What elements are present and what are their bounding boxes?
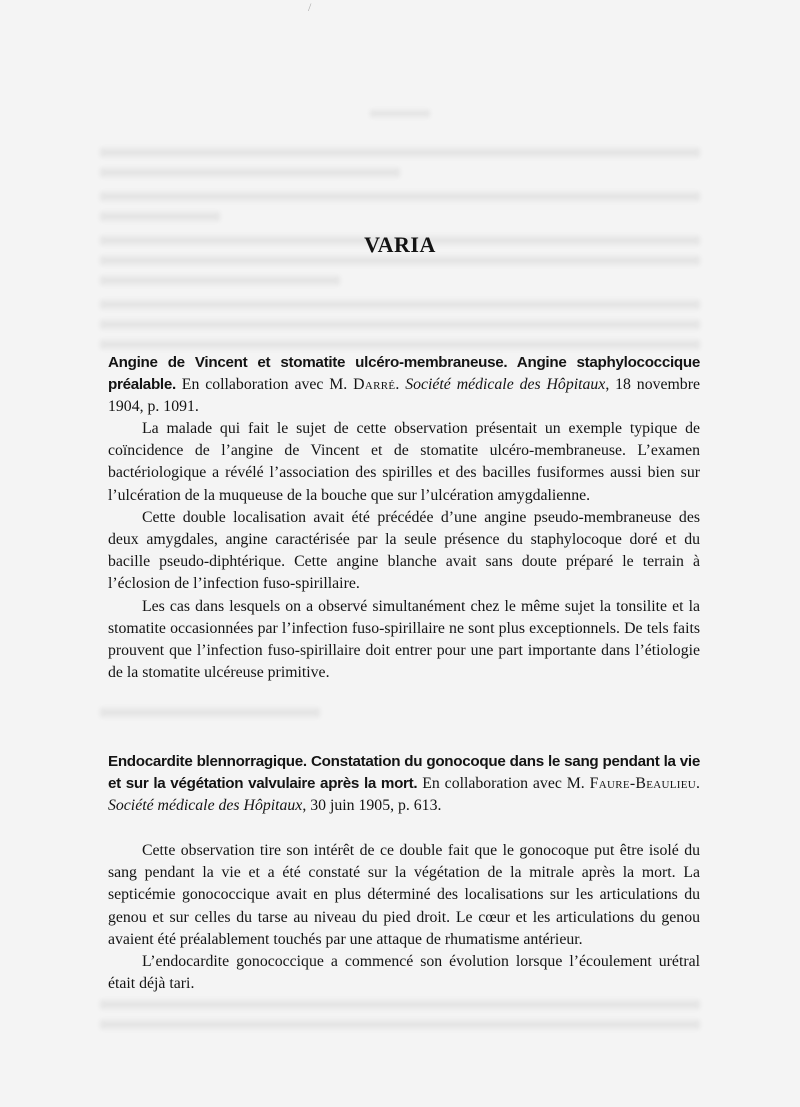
citation-details: , 30 juin 1905, p. 613. (302, 797, 442, 814)
paragraph: L’endocardite gonococcique a commencé son évolution lorsque l’écoulement urétral était déjà tari. (108, 953, 700, 993)
bibliography-entry-1 (108, 352, 700, 418)
bleed-through-line (100, 708, 320, 717)
bleed-through-line (100, 212, 220, 221)
bleed-through-line (100, 148, 700, 157)
bleed-through-line (100, 320, 700, 329)
entry-header: Endocardite blennorragique. Constatation du gonocoque dans le sang pendant la vie et sur la végétation valvulaire après la mort. En collaboration avec M. Faure-Beaulieu. Société médicale des Hôpitaux, 30 juin 1905, p. 613. (108, 753, 700, 814)
section-title: VARIA (364, 232, 436, 257)
bibliography-entry-2 (108, 751, 700, 817)
entry-title: Endocardite blennorragique. Constatation du gonocoque dans le sang pendant la vie et sur la végétation valvulaire après la mort. (108, 753, 700, 792)
page-mark: / (308, 0, 312, 14)
journal-name: Société médicale des Hôpitaux (405, 376, 606, 393)
collaboration-text: En collaboration avec M. (417, 775, 590, 792)
bleed-through-line (100, 276, 340, 285)
bleed-through-line (100, 168, 400, 177)
entry-1-body (108, 418, 700, 684)
bleed-through-line (100, 300, 700, 309)
entry-2-body (108, 840, 700, 995)
paragraph: La malade qui fait le sujet de cette observation présentait un exemple typique de coïncidence de l’angine de Vincent et de stomatite ulcéro-membraneuse. L’examen bactériologique a révélé l’association des spirilles et des bacilles fusiformes aussi bien sur l’ulcération de la muqueuse de la bouche que sur l’ulcération amygdalienne. (108, 420, 700, 504)
bleed-through-line (370, 110, 430, 117)
bleed-through-line (100, 1000, 700, 1009)
entry-header: Angine de Vincent et stomatite ulcéro-membraneuse. Angine staphylococcique préalable. En collaboration avec M. Darré. Société médicale des Hôpitaux, 18 novembre 1904, p. 1091. (108, 354, 700, 415)
bleed-through-line (100, 340, 700, 349)
collaborator-name: Faure-Beaulieu (589, 775, 697, 792)
paragraph: Les cas dans lesquels on a observé simultanément chez le même sujet la tonsilite et la stomatite occasionnées par l’infection fuso-spirillaire ne sont plus exceptionnels. De tels faits prouvent que l’infection fuso-spirillaire doit entrer pour une part importante dans l’étiologie de la stomatite ulcéreuse primitive. (108, 597, 700, 682)
paragraph: Cette double localisation avait été précédée d’une angine pseudo-membraneuse des deux amygdales, angine caractérisée par la seule présence du staphylocoque doré et du bacille pseudo-diphtérique. Cette angine blanche avait sans doute préparé le terrain à l’éclosion de l’infection fuso-spirillaire. (108, 508, 700, 593)
bleed-through-line (100, 192, 700, 201)
bleed-through-line (100, 1020, 700, 1029)
collaborator-name: Darré (353, 376, 396, 393)
entry-title: Angine de Vincent et stomatite ulcéro-membraneuse. Angine staphylococcique préalable. (108, 354, 700, 393)
collaboration-text: En collaboration avec M. (175, 376, 354, 393)
journal-name: Société médicale des Hôpitaux (108, 797, 303, 814)
citation-details: , 18 novembre 1904, p. 1091. (108, 376, 700, 415)
paragraph: Cette observation tire son intérêt de ce double fait que le gonocoque put être isolé du sang pendant la vie et a été constaté sur la végétation de la mitrale après la mort. La septicémie gonococcique avait en plus déterminé des localisations sur les articulations du genou et sur celles du tarse au niveau du pied droit. Le cœur et les articulations du genou avaient été préalablement touchés par une attaque de rhumatisme antérieur. (108, 842, 700, 948)
